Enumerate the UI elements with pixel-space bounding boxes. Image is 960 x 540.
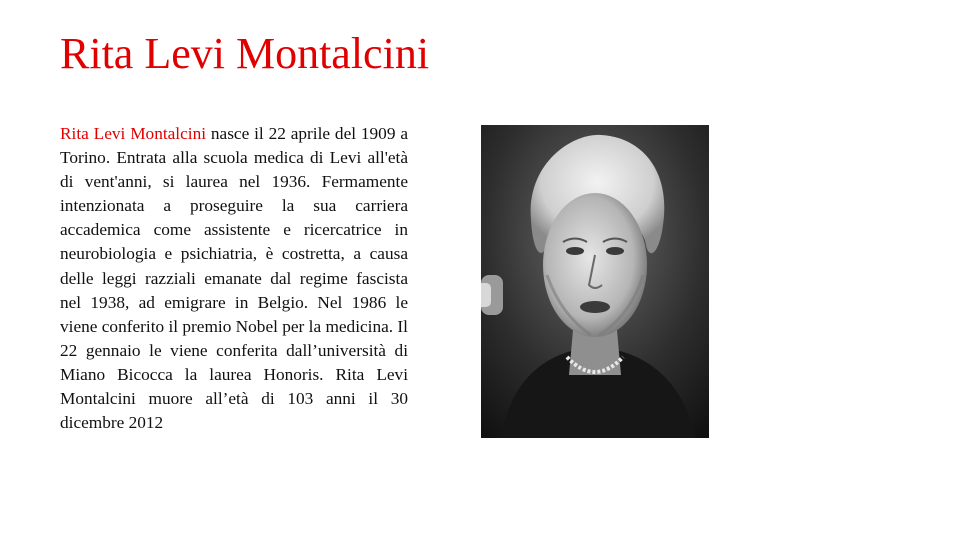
portrait-illustration — [481, 125, 709, 438]
portrait-photo — [481, 125, 709, 438]
highlighted-name: Rita Levi Montalcini — [60, 124, 207, 143]
biography-paragraph — [60, 122, 408, 435]
slide-title: Rita Levi Montalcini — [60, 29, 430, 78]
biography-text: nasce il 22 aprile del 1909 a Torino. Entrata alla scuola medica di Levi all'età di vent'anni, si laurea nel 1936. Fermamente intenzionata a proseguire la sua carriera accademica come assistente e ricercatrice in neurobiologia e psichiatria, è costretta, a causa delle leggi razziali emanate dal regime fascista nel 1938, ad emigrare in Belgio. Nel 1986 le viene conferito il premio Nobel per la medicina. Il 22 gennaio le viene conferita dall’università di Miano Bicocca la laurea Honoris. Rita Levi Montalcini muore all’età di 103 anni il 30 dicembre 2012 — [60, 124, 408, 433]
